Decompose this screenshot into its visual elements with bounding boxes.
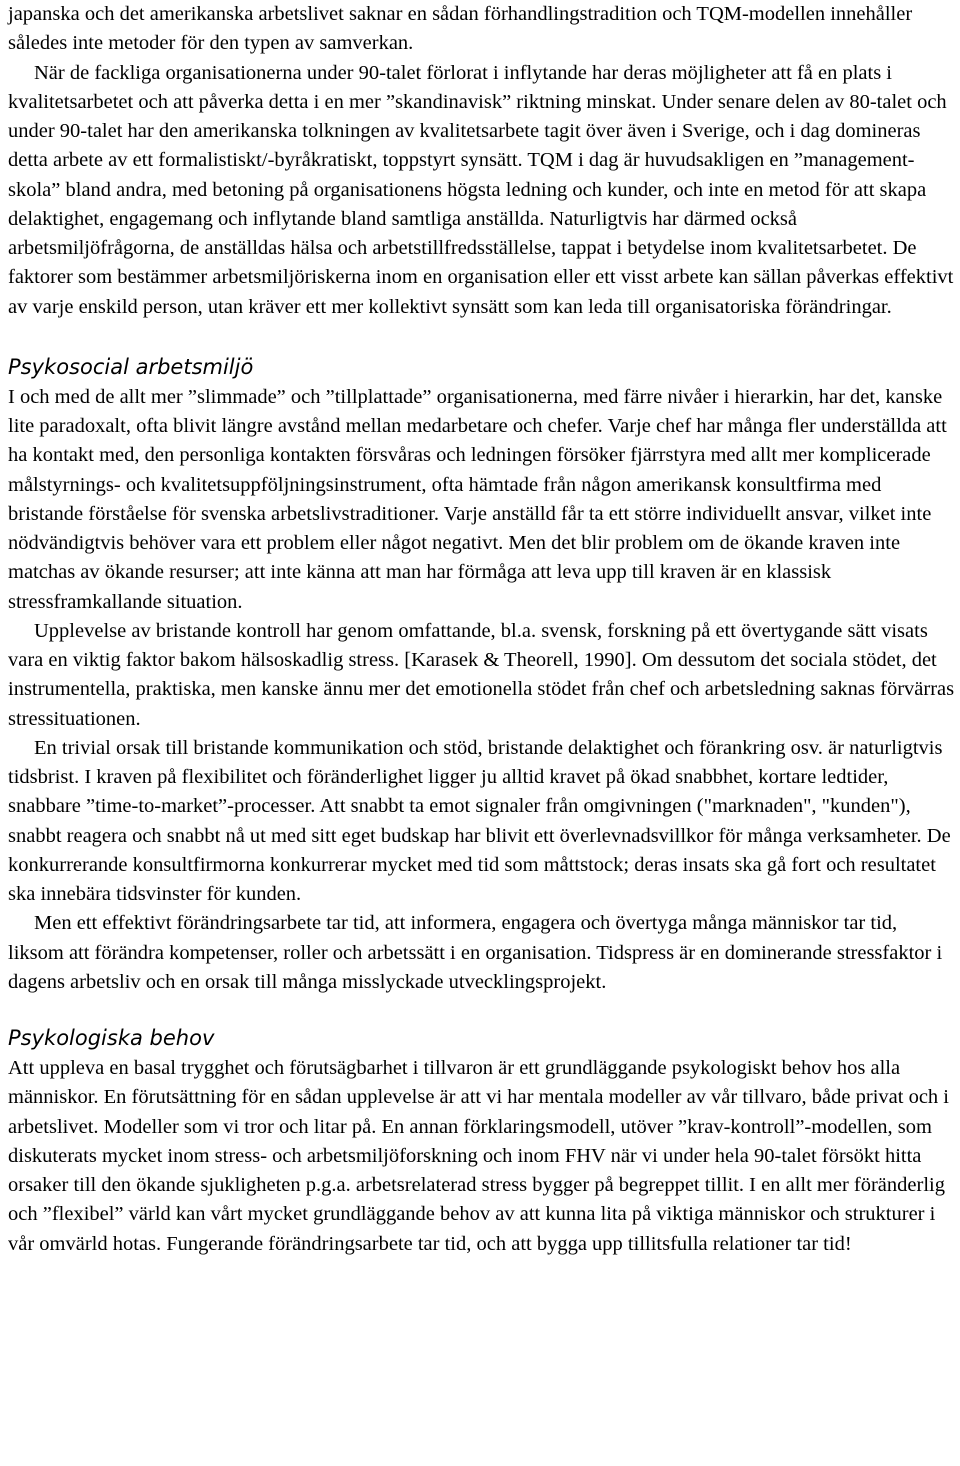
- paragraph-slimmed-organisations: I och med de allt mer ”slimmade” och ”tillplattade” organisationerna, med färre nivåer i hierarkin, har det, kanske lite paradoxalt, ofta blivit längre avstånd mellan medarbetare och chefer. Varje chef har många fler underställda att ha kontakt med, den personliga kontakten försvåras och ledningen försöker fjärrstyra med allt mer komplicerade målstyrnings- och kvalitetsuppföljningsinstrument, ofta hämtade från någon amerikansk konsultfirma med bristande förståelse för svenska arbetslivstraditioner. Varje anställd får ta ett större individuellt ansvar, vilket inte nödvändigtvis behöver vara ett problem eller något negativt. Men det blir problem om de ökande kraven inte matchas av ökande resurser; att inte känna att man har förmåga att leva upp till kraven är en klassisk stressframkallande situation.: [8, 385, 947, 613]
- document-page: [8, 0, 956, 1259]
- paragraph-intro-continuation: japanska och det amerikanska arbetslivet saknar en sådan förhandlingstradition och TQM-modellen innehåller således inte metoder för den typen av samverkan.: [8, 3, 913, 55]
- paragraph-change-takes-time: Men ett effektivt förändringsarbete tar tid, att informera, engagera och övertyga många människor tar tid, liksom att förändra kompetenser, roller och arbetssätt i en organisation. Tidspress är en dominerande stressfaktor i dagens arbetsliv och en orsak till många misslyckade utvecklingsprojekt.: [8, 912, 943, 993]
- paragraph-time-pressure: En trivial orsak till bristande kommunikation och stöd, bristande delaktighet och förankring osv. är naturligtvis tidsbrist. I kraven på flexibilitet och föränderlighet ligger ju alltid kravet på ökad snabbhet, kortare ledtider, snabbare ”time-to-market”-processer. Att snabbt ta emot signaler från omgivningen ("marknaden", "kunden"), snabbt reagera och snabbt nå ut med sitt eget budskap har blivit ett överlevnadsvillkor för många verksamheter. De konkurrerande konsultfirmorna konkurrerar mycket med tid som måttstock; deras insats ska gå fort och resultatet ska innebära tidsvinster för kunden.: [8, 736, 951, 905]
- paragraph-basic-security: Att uppleva en basal trygghet och förutsägbarhet i tillvaron är ett grundläggande psykologiskt behov hos alla människor. En förutsättning för en sådan upplevelse är att vi har mentala modeller av vår tillvaro, både privat och i arbetslivet. Modeller som vi tror och litar på. En annan förklaringsmodell, utöver ”krav-kontroll”-modellen, som diskuterats mycket inom stress- och arbetsmiljöforskning och inom FHV när vi under hela 90-talet försökt hitta orsaker till den ökande sjukligheten p.g.a. arbetsrelaterad stress bygger på begreppet tillit. I en allt mer föränderlig och ”flexibel” värld kan vårt mycket grundläggande behov av att kunna lita på viktiga människor och strukturer i vår omvärld hotas. Fungerande förändringsarbete tar tid, och att bygga upp tillitsfulla relationer tar tid!: [8, 1057, 949, 1255]
- section-heading-psykosocial-arbetsmiljo: Psykosocial arbetsmiljö: [8, 354, 254, 379]
- paragraph-union-influence: När de fackliga organisationerna under 90-talet förlorat i inflytande har deras möjligheter att få en plats i kvalitetsarbetet och att påverka detta i en mer ”skandinavisk” riktning minskat. Under senare delen av 80-talet och under 90-talet har den amerikanska tolkningen av kvalitetsarbete tagit över även i Sverige, och i dag domineras detta arbete av ett formalistiskt/-byråkratiskt, toppstyrt synsätt. TQM i dag är huvudsakligen en ”management-skola” bland andra, med betoning på organisationens högsta ledning och kunder, och inte en metod för att skapa delaktighet, engagemang och inflytande bland samtliga anställda. Naturligtvis har därmed också arbetsmiljöfrågorna, de anställdas hälsa och arbetstillfredsställelse, tappat i betydelse inom kvalitetsarbetet. De faktorer som bestämmer arbetsmiljöriskerna inom en organisation eller ett visst arbete kan sällan påverkas effektivt av varje enskild person, utan kräver ett mer kollektivt synsätt som kan leda till organisatoriska förändringar.: [8, 61, 954, 318]
- section-heading-psykologiska-behov: Psykologiska behov: [8, 1026, 215, 1050]
- paragraph-lack-of-control: Upplevelse av bristande kontroll har genom omfattande, bl.a. svensk, forskning på ett övertygande sätt visats vara en viktig faktor bakom hälsoskadlig stress. [Karasek & Theorell, 1990]. Om dessutom det sociala stödet, det instrumentella, praktiska, men kanske ännu mer det emotionella stödet från chef och arbetsledning saknas förvärras stressituationen.: [8, 619, 955, 730]
